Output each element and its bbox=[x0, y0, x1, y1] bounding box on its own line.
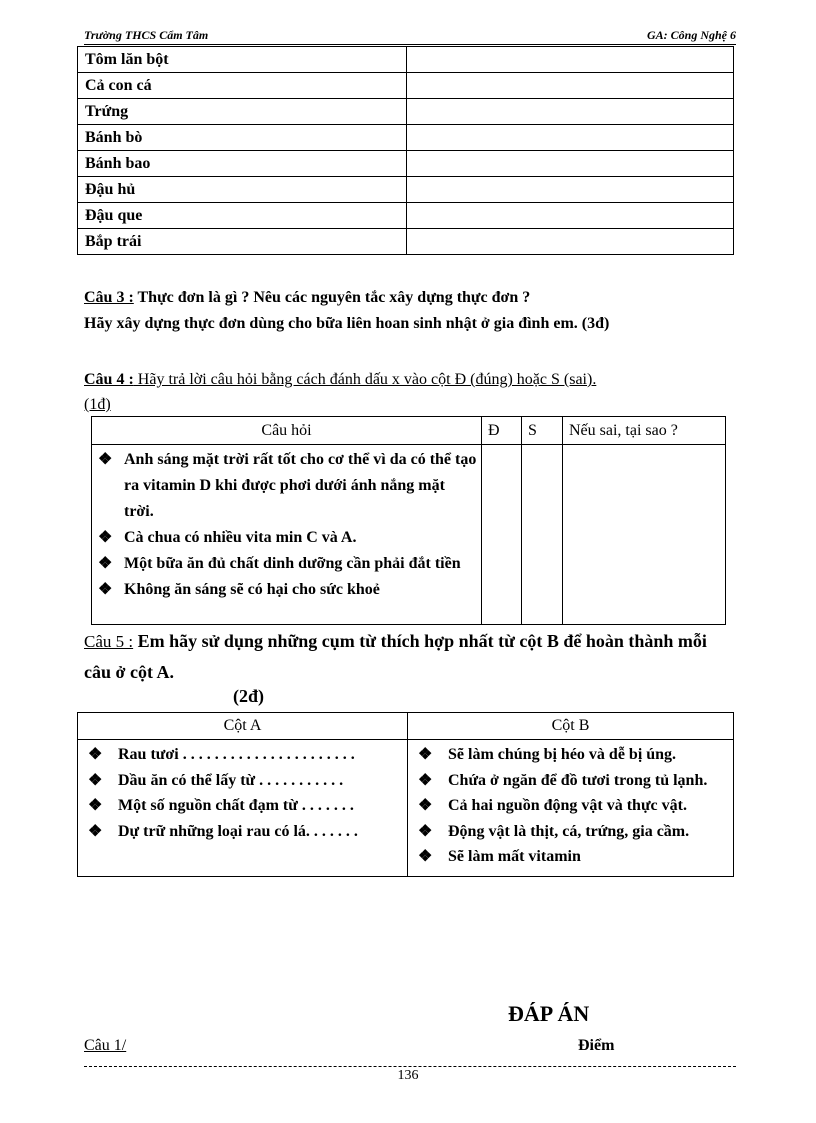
score-label: Điểm bbox=[578, 1037, 615, 1054]
col-b-item-text: Sẽ làm chúng bị héo và dễ bị úng. bbox=[448, 746, 677, 763]
col-a-item bbox=[88, 793, 403, 819]
cau4-label: Câu 4 : bbox=[84, 371, 134, 388]
diamond-bullet-icon: ❖ bbox=[418, 797, 433, 814]
col-a-item bbox=[88, 742, 403, 768]
col-b-item-text: Sẽ làm mất vitamin bbox=[448, 848, 581, 865]
table-row bbox=[78, 125, 734, 151]
cau4-text: Hãy trả lời câu hỏi bằng cách đánh dấu x vào cột Đ (đúng) hoặc S (sai). bbox=[133, 371, 597, 388]
food-answer-cell[interactable] bbox=[407, 73, 734, 99]
page-header bbox=[84, 28, 736, 45]
col-a-item-text: Một số nguồn chất đạm từ . . . . . . . bbox=[118, 797, 354, 814]
question-item-text: Cà chua có nhiều vita min C và A. bbox=[124, 529, 357, 546]
food-name: Đậu hủ bbox=[78, 177, 407, 203]
cau3-line1 bbox=[84, 289, 530, 307]
page-number: 136 bbox=[397, 1068, 419, 1083]
table-row bbox=[78, 229, 734, 255]
question-item-text: Anh sáng mặt trời rất tốt cho cơ thể vì da có thể tạo ra vitamin D khi được phơi dưới ánh nắng mặt trời. bbox=[124, 451, 477, 520]
col-a-list bbox=[78, 740, 408, 877]
food-answer-cell[interactable] bbox=[407, 125, 734, 151]
col-b-item bbox=[418, 819, 729, 845]
question-item bbox=[98, 525, 477, 551]
question-item bbox=[98, 447, 477, 525]
matching-table bbox=[77, 712, 734, 877]
true-false-table bbox=[91, 416, 726, 625]
col-b-item-text: Cả hai nguồn động vật và thực vật. bbox=[448, 797, 687, 814]
food-name: Bánh bao bbox=[78, 151, 407, 177]
table-row bbox=[78, 177, 734, 203]
diamond-bullet-icon: ❖ bbox=[98, 529, 113, 546]
cau5-points: (2đ) bbox=[233, 686, 264, 706]
food-answer-cell[interactable] bbox=[407, 177, 734, 203]
table-row bbox=[78, 99, 734, 125]
food-name: Trứng bbox=[78, 99, 407, 125]
cau5-text: Em hãy sử dụng những cụm từ thích hợp nhất từ cột B để hoàn thành mỗi câu ở cột A. bbox=[84, 631, 707, 682]
col-b-item-text: Chứa ở ngăn để đồ tươi trong tủ lạnh. bbox=[448, 771, 708, 789]
header-question: Câu hỏi bbox=[92, 417, 482, 445]
diamond-bullet-icon: ❖ bbox=[98, 555, 113, 572]
table-row bbox=[78, 203, 734, 229]
cau5-prompt bbox=[84, 626, 724, 687]
col-a-header: Cột A bbox=[78, 713, 408, 740]
col-b-item bbox=[418, 793, 729, 819]
diamond-bullet-icon: ❖ bbox=[88, 771, 103, 789]
col-b-list bbox=[408, 740, 734, 877]
cau3-line2: Hãy xây dựng thực đơn dùng cho bữa liên hoan sinh nhật ở gia đình em. (3đ) bbox=[84, 315, 610, 332]
food-name: Bánh bò bbox=[78, 125, 407, 151]
food-table bbox=[77, 46, 734, 255]
cau5-label: Câu 5 : bbox=[84, 632, 134, 651]
col-a-item-text: Rau tươi . . . . . . . . . . . . . . . . . . . . . . bbox=[118, 746, 355, 763]
col-b-item-text: Động vật là thịt, cá, trứng, gia cầm. bbox=[448, 822, 690, 840]
food-name: Tôm lăn bột bbox=[78, 47, 407, 73]
header-s: S bbox=[522, 417, 563, 445]
table-row bbox=[78, 47, 734, 73]
table-row bbox=[78, 73, 734, 99]
question-item-text: Một bữa ăn đủ chất dinh dưỡng cần phải đắt tiền bbox=[124, 555, 461, 572]
answer-d-cell[interactable] bbox=[482, 445, 522, 625]
question-list bbox=[92, 445, 482, 625]
header-reason: Nếu sai, tại sao ? bbox=[563, 417, 726, 445]
question-item-text: Không ăn sáng sẽ có hại cho sức khoẻ bbox=[124, 581, 380, 598]
school-name: Trường THCS Cẩm Tâm bbox=[84, 28, 209, 42]
footer-divider bbox=[84, 1066, 736, 1067]
col-a-item bbox=[88, 819, 403, 845]
header-d: Đ bbox=[482, 417, 522, 445]
answer-s-cell[interactable] bbox=[522, 445, 563, 625]
food-answer-cell[interactable] bbox=[407, 203, 734, 229]
table-row bbox=[78, 151, 734, 177]
food-name: Đậu que bbox=[78, 203, 407, 229]
diamond-bullet-icon: ❖ bbox=[418, 848, 433, 865]
answer-title: ĐÁP ÁN bbox=[508, 1001, 590, 1026]
col-a-item bbox=[88, 768, 403, 794]
food-answer-cell[interactable] bbox=[407, 229, 734, 255]
diamond-bullet-icon: ❖ bbox=[98, 451, 113, 468]
food-answer-cell[interactable] bbox=[407, 47, 734, 73]
col-b-item bbox=[418, 844, 729, 870]
col-a-item-text: Dầu ăn có thể lấy từ . . . . . . . . . . . bbox=[118, 771, 344, 789]
col-b-item bbox=[418, 768, 729, 794]
diamond-bullet-icon: ❖ bbox=[418, 771, 433, 789]
subject-name: GA: Công Nghệ 6 bbox=[646, 28, 736, 42]
cau3-label: Câu 3 : bbox=[84, 289, 134, 306]
cau4-prompt bbox=[84, 367, 724, 417]
col-b-header: Cột B bbox=[408, 713, 734, 740]
cau3-text: Thực đơn là gì ? Nêu các nguyên tắc xây dựng thực đơn ? bbox=[133, 289, 531, 306]
question-item bbox=[98, 551, 477, 577]
answer-cau1: Câu 1/ bbox=[84, 1037, 127, 1054]
col-b-item bbox=[418, 742, 729, 768]
diamond-bullet-icon: ❖ bbox=[418, 822, 433, 840]
diamond-bullet-icon: ❖ bbox=[88, 746, 103, 763]
reason-cell[interactable] bbox=[563, 445, 726, 625]
food-answer-cell[interactable] bbox=[407, 151, 734, 177]
diamond-bullet-icon: ❖ bbox=[88, 822, 103, 840]
food-name: Bắp trái bbox=[78, 229, 407, 255]
food-answer-cell[interactable] bbox=[407, 99, 734, 125]
question-item bbox=[98, 577, 477, 603]
food-name: Cả con cá bbox=[78, 73, 407, 99]
diamond-bullet-icon: ❖ bbox=[418, 746, 433, 763]
diamond-bullet-icon: ❖ bbox=[98, 581, 113, 598]
diamond-bullet-icon: ❖ bbox=[88, 797, 103, 814]
col-a-item-text: Dự trữ những loại rau có lá. . . . . . . bbox=[118, 822, 358, 840]
cau4-points: (1đ) bbox=[84, 396, 111, 413]
